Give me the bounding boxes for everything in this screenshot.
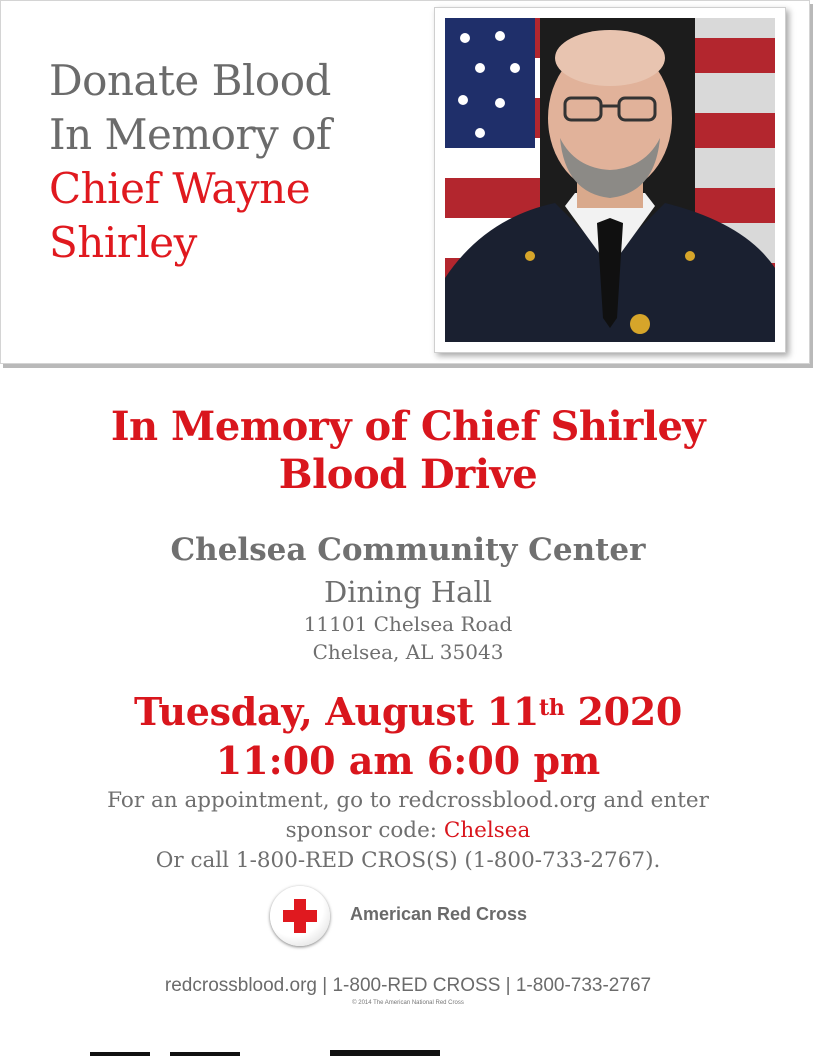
- event-title-line-2: Blood Drive: [278, 451, 538, 498]
- header-title: [49, 54, 419, 270]
- address-line-1: 11101 Chelsea Road: [303, 612, 513, 636]
- event-title-line-1: In Memory of Chief Shirley: [110, 403, 706, 450]
- event-date-year: 2020: [564, 689, 683, 734]
- footer-copyright: © 2014 The American National Red Cross: [352, 1000, 464, 1006]
- cropped-fragment: [330, 1050, 440, 1056]
- appointment-line-3: Or call 1-800-RED CROS(S) (1-800-733-2767).: [155, 848, 661, 873]
- american-red-cross-logo: [270, 886, 570, 950]
- header-title-line-1: Donate Blood: [49, 56, 331, 105]
- header-title-line-2: In Memory of: [49, 110, 331, 159]
- logo-text: American Red Cross: [350, 904, 528, 924]
- appointment-line-2: [40, 816, 776, 846]
- header-name-line-1: Chief Wayne: [49, 164, 311, 213]
- cropped-content-edge: [0, 1048, 816, 1056]
- portrait-image: [445, 18, 775, 342]
- red-cross-icon: [281, 897, 319, 935]
- sponsor-code-label: sponsor code:: [285, 818, 444, 843]
- appointment-line-1: For an appointment, go to redcrossblood.org and enter: [107, 788, 709, 813]
- cropped-fragment: [170, 1052, 240, 1056]
- event-title: [0, 403, 816, 499]
- appointment-info: [40, 786, 776, 876]
- event-date: [0, 689, 816, 735]
- cropped-fragment: [90, 1052, 150, 1056]
- sponsor-code: Chelsea: [443, 818, 531, 843]
- event-date-main: Tuesday, August 11: [133, 689, 539, 734]
- address-line-2: Chelsea, AL 35043: [312, 640, 504, 664]
- event-time: 11:00 am 6:00 pm: [215, 738, 601, 783]
- header-name-line-2: Shirley: [49, 218, 197, 267]
- venue-room: Dining Hall: [323, 575, 493, 609]
- footer-contact: redcrossblood.org | 1-800-RED CROSS | 1-800-733-2767: [164, 975, 652, 996]
- logo-badge: [270, 886, 330, 946]
- header-band: [0, 0, 810, 364]
- venue-name: Chelsea Community Center: [170, 532, 646, 568]
- event-date-suffix: th: [539, 695, 565, 721]
- portrait-photo: [434, 7, 786, 353]
